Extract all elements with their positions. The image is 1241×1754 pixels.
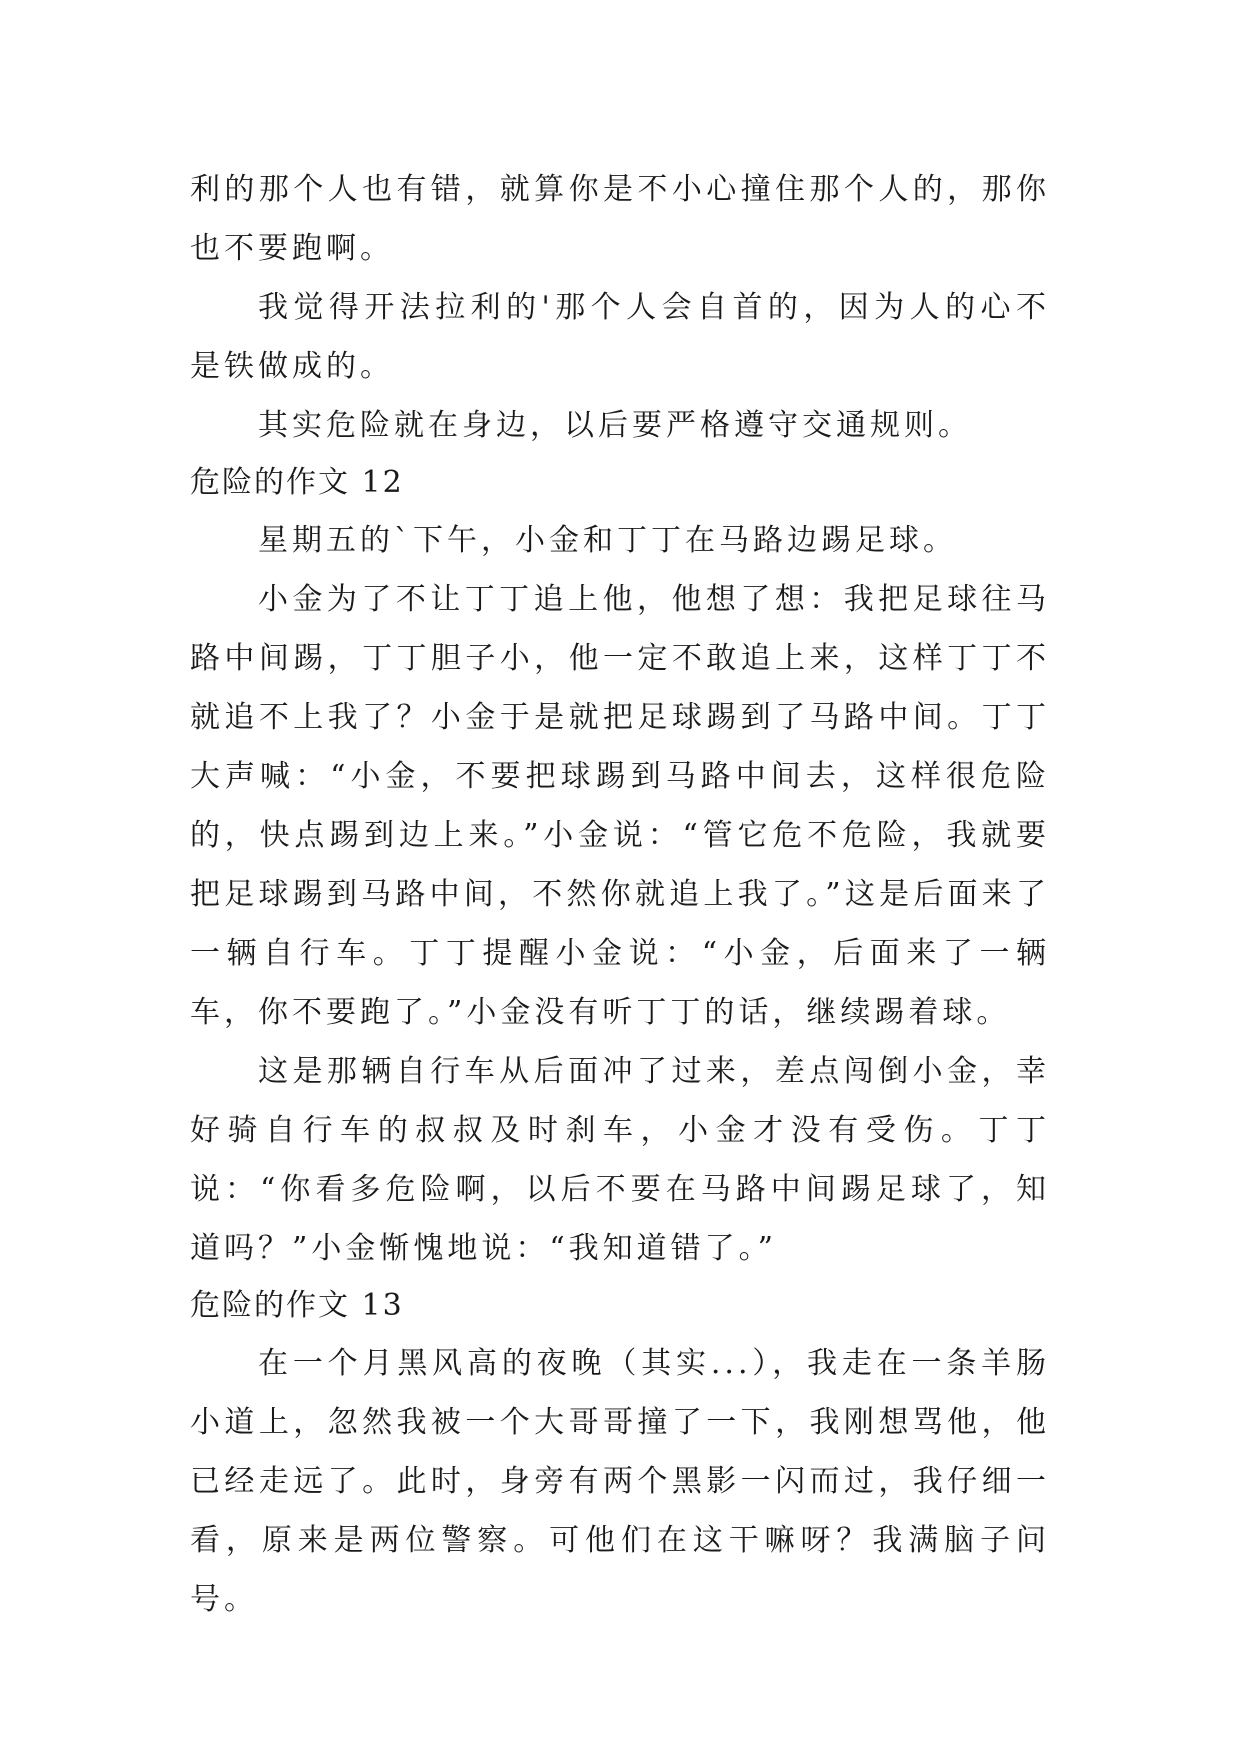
paragraph: 其实危险就在身边，以后要严格遵守交通规则。 [258,408,972,443]
document-body [190,160,1050,1629]
paragraph: 这是那辆自行车从后面冲了过来，差点闯倒小金，幸好骑自行车的叔叔及时刹车，小金才没有受伤。丁丁说：“你看多危险啊，以后不要在马路中间踢足球了，知道吗？”小金惭愧地说：“我知道错了。” [190,1054,1050,1266]
paragraph: 在一个月黑风高的夜晚（其实...），我走在一条羊肠小道上，忽然我被一个大哥哥撞了一下，我刚想骂他，他已经走远了。此时，身旁有两个黑影一闪而过，我仔细一看，原来是两位警察。可他们在这干嘛呀？我满脑子问号。 [190,1346,1050,1617]
paragraph: 小金为了不让丁丁追上他，他想了想：我把足球往马路中间踢，丁丁胆子小，他一定不敢追上来，这样丁丁不就追不上我了？小金于是就把足球踢到了马路中间。丁丁大声喊：“小金，不要把球踢到马路中间去，这样很危险的，快点踢到边上来。”小金说：“管它危不危险，我就要把足球踢到马路中间，不然你就追上我了。”这是后面来了一辆自行车。丁丁提醒小金说：“小金，后面来了一辆车，你不要跑了。”小金没有听丁丁的话，继续踢着球。 [190,582,1050,1030]
paragraph: 我觉得开法拉利的'那个人会自首的，因为人的心不是铁做成的。 [190,290,1050,384]
section-heading: 危险的作文 12 [190,465,404,500]
paragraph: 星期五的`下午，小金和丁丁在马路边踢足球。 [258,523,957,558]
paragraph: 利的那个人也有错，就算你是不小心撞住那个人的，那你也不要跑啊。 [190,172,1050,266]
section-heading: 危险的作文 13 [190,1288,404,1323]
